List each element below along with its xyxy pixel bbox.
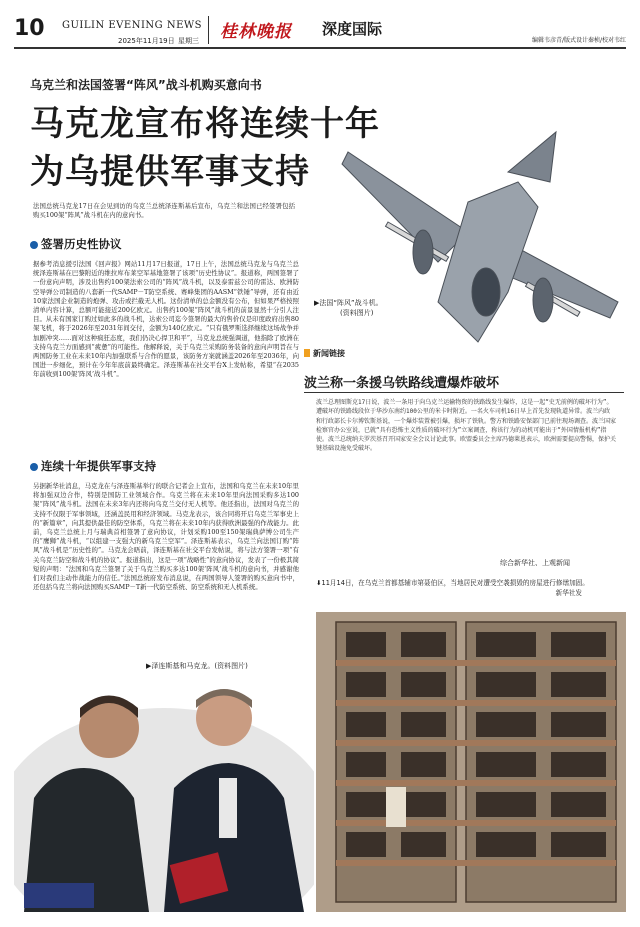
article-lead: 法国总统马克龙17日在会见到访的乌克兰总统泽连斯基后宣布，乌克兰和法国已经签署包括购买100架“阵风”战斗机在内的意向书。 bbox=[33, 202, 295, 220]
news-link-header: 新闻链接 bbox=[313, 349, 345, 358]
bullet-dot-icon bbox=[30, 463, 38, 471]
header-divider bbox=[208, 16, 209, 44]
subheading-1 bbox=[30, 236, 122, 252]
subheading-2-text: 连续十年提供军事支持 bbox=[41, 459, 156, 473]
bullet-dot-icon bbox=[30, 241, 38, 249]
zelensky-macron-photo bbox=[14, 668, 314, 912]
issue-weekday: 星期三 bbox=[178, 37, 199, 45]
subheading-1-text: 签署历史性协议 bbox=[41, 237, 122, 251]
headline-line-2: 为乌提供军事支持 bbox=[30, 152, 310, 192]
article-kicker: 乌克兰和法国签署“阵风”战斗机购买意向书 bbox=[30, 78, 262, 92]
rafale-jet-photo bbox=[318, 112, 626, 360]
subheading-2 bbox=[30, 458, 156, 474]
article-section-1: 据参考消息援引法国《回声报》网站11月17日报道，17日上午，法国总统马克龙与乌克兰总统泽连斯基在巴黎附近的维拉库布莱空军基地签署了该项“历史性协议”。报道称，两国签署了一份意向声明，涉及出售约100架法索公司的“阵风”战斗机，以及泰雷兹公司的雷达、欧洲防空导弹公司制造的八套新一代SAMP－T防空系统、赛峰集团的AASM“铁锤”导弹，还有由近10家法国企业制造的炮弹、攻击或拦截无人机。这份清单的总金额没有公布，但如果严格按照清单内容计算，总额可能接近200亿欧元。出售约100架“阵风”战斗机的前景显然十分引人注目。从未有国家订购过如此多的战斗机，达索公司迄今签署的最大的售价仅是印度政府出售80架飞机，将于2026年至2031年间交付，金额为140亿欧元。“只有俄罗斯选择继续这场战争并加剧冲突……面对这种疯狂态度，我们仍决心捍卫和平”，马克龙总统强调道，他指除了欧洲在支持乌克兰方面感到“疲惫”的可能性。他解释说，关于乌克兰采购防务装备的意向声明旨在与两国防务工业在未来10年内加强联系与合作的愿景，该防务方案就涵盖2026年至2036年，向国进一步细化，预计在今年年底前最终确定。泽连斯基在社交平台X上发帖称，希望“在2035年前收到100架‘阵风’战斗机”。 bbox=[33, 260, 299, 379]
issue-date: 2025年11月19日 bbox=[118, 37, 175, 45]
news-link-body: 波兰总理图斯克17日说，波兰一条用于向乌克兰运输物资的铁路线发生爆炸，这是一起“史无前例的破坏行为”。遭破坏的铁路线段位于华沙东南约100公里的米卡时附近。一名火车司机16日早上首先发现轨道异常。波兰内政和行政部长卡尔博钦斯基说，一个爆炸装置被引爆，损坏了铁轨。警方和铁路安保部门已前往现场调查。波兰国家检察官办公室说，已就“具有恐怖主义性质的破坏行为”立案调查，称该行为的动机可能出于“外国情报机构”指使。波兰总统纳夫罗茨基召开国家安全会议讨论此事。欧盟委员会主席冯德莱恩表示，欧洲需要提高警惕，保护关键基础设施免受破坏。 bbox=[316, 399, 617, 453]
jet-caption-line-1: ▶法国“阵风”战斗机。 bbox=[314, 299, 383, 307]
paper-name-en: GUILIN EVENING NEWS bbox=[62, 20, 203, 31]
header-rule bbox=[14, 47, 626, 49]
damaged-building-photo bbox=[316, 612, 626, 912]
caption-arrow-icon: ⬇ bbox=[316, 579, 322, 587]
editor-credits: 编辑韦彦青/版式设计秦桢/校对韦红 bbox=[531, 37, 626, 44]
page-number: 10 bbox=[14, 16, 45, 41]
building-photo-credit: 新华社发 bbox=[555, 589, 582, 597]
article-section-2: 另据新华社消息，马克龙在与泽连斯基举行的联合记者会上宣布，法国和乌克兰在未来10年里将加强双边合作，特别是国防工业领域合作。乌克兰将在未来10年里向法国采购多达100架“阵风”战斗机。法国在未来3年内还将向乌克兰交付无人机等。他还指出，法国对乌克兰的支持不仅限于军事领域，还涵盖民用和经济领域。马克龙表示，该合同将开启乌克兰军事史上的“新篇章”，向其提供最佳的防空体系，乌克兰将在未来10年内获得欧洲最强的作战能力。此前，乌克兰总统上月与瑞典首相签署了意向协议，计划采购100至150架瑞典萨博公司生产的“鹰狮”战斗机，“以组建一支强大的新乌克兰空军”。泽连斯基表示，乌克兰向法国订购“阵风”战斗机是“历史性的”。马克龙会晤前，泽连斯基在社交平台发帖说，将与法方签署一项“有关乌克兰防空和战斗机的协议”。报道指出，这是一项“战略性”的意向协议，发表了一份极其简短的声明：“法国和乌克兰签署了关于乌克兰购买多达100架‘阵风’战斗机的意向书，并感谢他们对我们主动作战能力的信任。”法国总统府发布消息说，在两国领导人签署的购买意向书中，还包括乌克兰将向法国购买SAMP－T新一代防空系统、防空系统和无人机系统。 bbox=[33, 482, 299, 592]
building-caption-text: 11月14日，在乌克兰首都基辅市第聂伯区，当地居民对遭受空袭损毁的房屋进行修缮加固。 bbox=[321, 579, 589, 587]
section-title: 深度国际 bbox=[322, 20, 383, 38]
headline-line-1: 马克龙宣布将连续十年 bbox=[30, 104, 380, 144]
leaders-photo-caption: ▶泽连斯基和马克龙。(资料图片) bbox=[146, 662, 248, 670]
news-link-source: 综合新华社、上观新闻 bbox=[500, 559, 570, 567]
jet-caption-line-2: (资料图片) bbox=[340, 309, 374, 317]
jet-photo-caption bbox=[314, 298, 383, 318]
news-link-title: 波兰称一条援乌铁路线遭爆炸破坏 bbox=[304, 376, 500, 391]
paper-logo: 桂林晚报 bbox=[220, 22, 292, 42]
news-link-rule bbox=[304, 392, 624, 393]
building-photo-caption bbox=[316, 578, 622, 598]
